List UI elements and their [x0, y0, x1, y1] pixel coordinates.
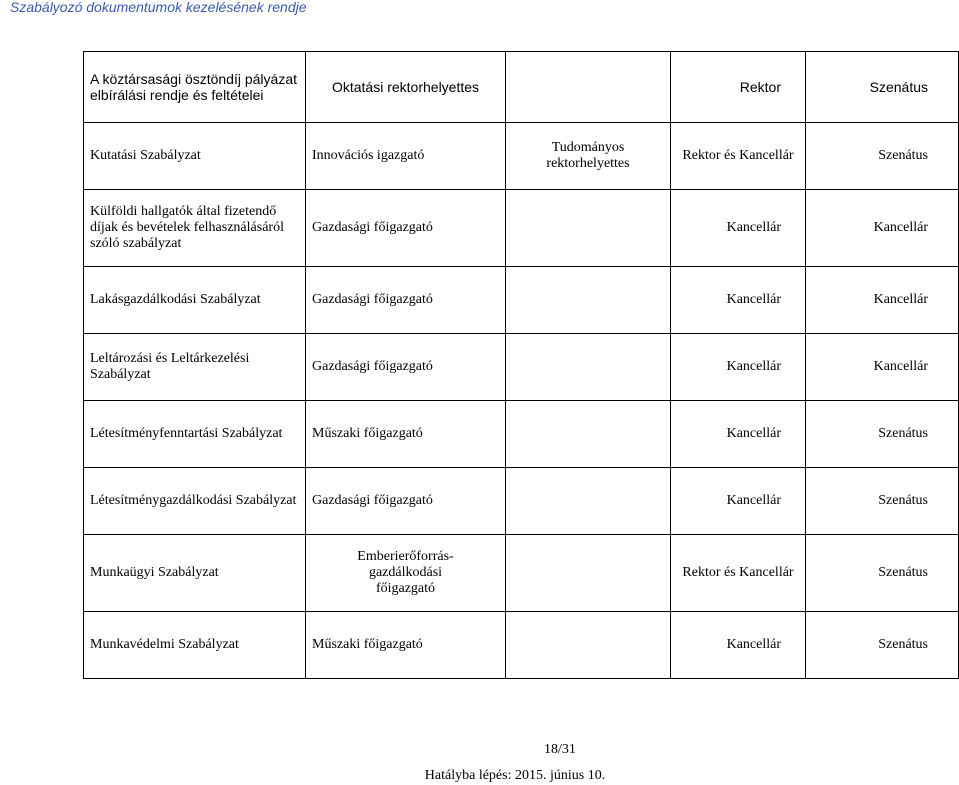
table-row [84, 612, 959, 679]
cell-reviewer [506, 401, 671, 468]
cell-reviewer [506, 190, 671, 267]
cell-preparer: Műszaki főigazgató [306, 612, 506, 679]
cell-preparer: Gazdasági főigazgató [306, 267, 506, 334]
table-row [84, 334, 959, 401]
cell-approver: Rektor és Kancellár [671, 123, 806, 190]
cell-adopter: Szenátus [806, 401, 959, 468]
cell-approver: Rektor és Kancellár [671, 535, 806, 612]
cell-adopter: Szenátus [806, 612, 959, 679]
cell-approver: Kancellár [671, 401, 806, 468]
cell-reviewer [506, 52, 671, 123]
cell-preparer: Gazdasági főigazgató [306, 334, 506, 401]
table-row [84, 52, 959, 123]
cell-adopter: Kancellár [806, 190, 959, 267]
cell-preparer: Oktatási rektorhelyettes [306, 52, 506, 123]
cell-approver: Kancellár [671, 612, 806, 679]
cell-adopter: Kancellár [806, 334, 959, 401]
cell-preparer: Emberierőforrás-gazdálkodási főigazgató [306, 535, 506, 612]
table-row [84, 535, 959, 612]
cell-adopter: Szenátus [806, 468, 959, 535]
table-row [84, 401, 959, 468]
cell-reviewer [506, 468, 671, 535]
cell-reviewer [506, 535, 671, 612]
table-row [84, 468, 959, 535]
cell-preparer: Műszaki főigazgató [306, 401, 506, 468]
cell-preparer: Gazdasági főigazgató [306, 190, 506, 267]
cell-document: Létesítményfenntartási Szabályzat [84, 401, 306, 468]
cell-adopter: Szenátus [806, 123, 959, 190]
cell-document: Munkavédelmi Szabályzat [84, 612, 306, 679]
cell-reviewer: Tudományos rektorhelyettes [506, 123, 671, 190]
table-row [84, 190, 959, 267]
cell-reviewer [506, 612, 671, 679]
cell-preparer: Gazdasági főigazgató [306, 468, 506, 535]
effective-date: Hatályba lépés: 2015. június 10. [424, 768, 606, 783]
cell-adopter: Szenátus [806, 52, 959, 123]
cell-document: Leltározási és Leltárkezelési Szabályzat [84, 334, 306, 401]
cell-approver: Kancellár [671, 334, 806, 401]
cell-document: Lakásgazdálkodási Szabályzat [84, 267, 306, 334]
cell-document: Létesítménygazdálkodási Szabályzat [84, 468, 306, 535]
cell-preparer: Innovációs igazgató [306, 123, 506, 190]
document-header-title: Szabályozó dokumentumok kezelésének rendje [10, 0, 307, 15]
cell-approver: Kancellár [671, 190, 806, 267]
cell-reviewer [506, 334, 671, 401]
cell-approver: Kancellár [671, 468, 806, 535]
cell-approver: Rektor [671, 52, 806, 123]
table-row [84, 123, 959, 190]
table-row [84, 267, 959, 334]
cell-adopter: Kancellár [806, 267, 959, 334]
cell-reviewer [506, 267, 671, 334]
cell-document: A köztársasági ösztöndíj pályázat elbírálási rendje és feltételei [84, 52, 306, 123]
cell-approver: Kancellár [671, 267, 806, 334]
page-number: 18/31 [544, 742, 576, 757]
regulations-table [83, 51, 959, 679]
cell-document: Kutatási Szabályzat [84, 123, 306, 190]
cell-adopter: Szenátus [806, 535, 959, 612]
cell-document: Külföldi hallgatók által fizetendő díjak és bevételek felhasználásáról szóló szabályzat [84, 190, 306, 267]
cell-document: Munkaügyi Szabályzat [84, 535, 306, 612]
